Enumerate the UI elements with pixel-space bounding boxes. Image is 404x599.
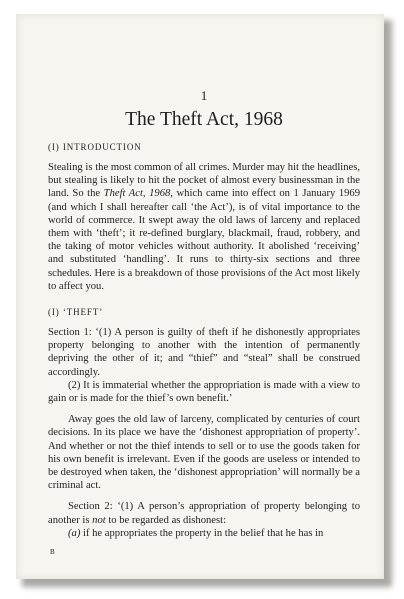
introduction-paragraph xyxy=(48,161,360,293)
section2-not-italic: not xyxy=(92,514,106,526)
section2-text-part2: to be regarded as dishonest: xyxy=(105,514,227,526)
section1-clause1: Section 1: ‘(1) A person is guilty of theft if he dishonestly appropriates property belonging to another with the intention of permanently depriving the other of it; and “thief” and “steal” shall be construed accordingly. xyxy=(48,327,360,378)
page-body xyxy=(48,88,360,540)
section2-clause1 xyxy=(48,500,360,526)
section-heading-introduction: (I) INTRODUCTION xyxy=(48,142,142,152)
act-title-italic: Theft Act, 1968, xyxy=(103,188,173,200)
introduction-text-part1: Stealing is the most common of all crimes. Murder may hit the headlines, but stealing is likely to hit the pocket of almost every businessman in the land. So the xyxy=(48,162,360,200)
chapter-number: 1 xyxy=(200,88,208,103)
theft-commentary: Away goes the old law of larceny, complicated by centuries of court decisions. In its place we have the ‘dishonest appropriation of property’. And whether or not the thief intends to sell or to use the goods taken for his own benefit is irrelevant. Even if the goods are useless or intended to be destroyed when taken, the ‘dishonest appropriation’ will normally be a criminal act. xyxy=(48,414,360,492)
introduction-text-part2: which came into effect on 1 January 1969 (and which I shall hereafter call ‘the Act’), is of vital importance to the world of commerce. It swept away the old laws of larceny and replaced them with ‘theft’; it re-defined burglary, blackmail, fraud, robbery, and the taking of motor vehicles without authority. It abolished ‘receiving’ and substituted ‘handling’. It runs to thirty-six sections and three schedules. Here is a breakdown of those provisions of the Act most likely to affect you. xyxy=(48,188,361,292)
book-page xyxy=(16,14,384,579)
subclause-a-label: (a) xyxy=(68,527,81,539)
printer-signature-mark: B xyxy=(50,548,55,556)
section1-clause2: (2) It is immaterial whether the appropriation is made with a view to gain or is made for the thief’s own benefit.’ xyxy=(48,379,360,405)
section2-subclause-a xyxy=(48,527,360,540)
section-heading-theft: (I) ‘THEFT’ xyxy=(48,307,104,318)
chapter-title: The Theft Act, 1968 xyxy=(125,109,283,130)
subclause-a-text: if he appropriates the property in the belief that he has in xyxy=(80,527,324,539)
section2-text-part1: Section 2: ‘(1) A person’s appropriation of property belonging to another is xyxy=(48,501,360,526)
